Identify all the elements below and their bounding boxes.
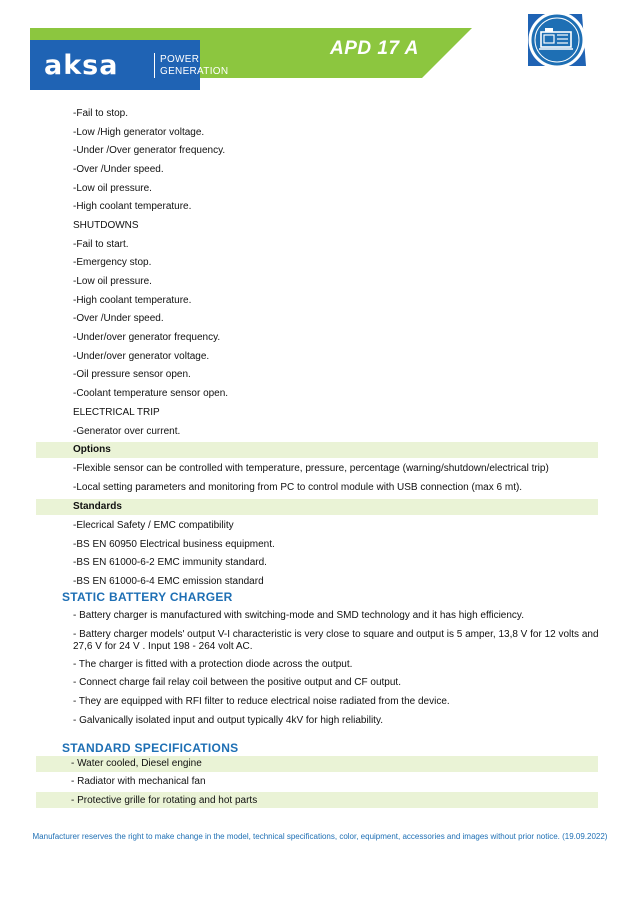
list-item: -BS EN 61000-6-4 EMC emission standard [73,576,264,587]
list-item: -Low oil pressure. [73,183,152,194]
list-item: - Battery charger is manufactured with switching-mode and SMD technology and it has high efficiency. [73,610,524,621]
list-item: -Local setting parameters and monitoring from PC to control module with USB connection (max 6 mt). [73,482,523,493]
brand-logo [30,40,229,90]
list-item: -BS EN 60950 Electrical business equipment. [73,539,275,550]
logo-divider [154,53,155,78]
list-item: -High coolant temperature. [73,295,192,306]
spec-item: - Water cooled, Diesel engine [71,758,202,769]
spec-item: - Radiator with mechanical fan [71,776,206,787]
list-item: - They are equipped with RFI filter to reduce electrical noise radiated from the device. [73,696,450,707]
list-item: -Under/over generator frequency. [73,332,221,343]
options-title: Options [73,444,111,455]
list-item: - The charger is fitted with a protection diode across the output. [73,659,353,670]
list-item: -Low oil pressure. [73,276,152,287]
list-item: -Fail to stop. [73,108,129,119]
list-item: -Flexible sensor can be controlled with temperature, pressure, percentage (warning/shutdown/electrical trip) [73,463,549,474]
list-item: -Under /Over generator frequency. [73,145,226,156]
list-item: - Connect charge fail relay coil between the positive output and CF output. [73,677,401,688]
model-title: APD 17 A [330,38,419,59]
electrical-trip-heading: ELECTRICAL TRIP [73,407,160,418]
list-item: -BS EN 61000-6-2 EMC immunity standard. [73,557,267,568]
list-item: -Fail to start. [73,239,129,250]
brand-name: aksa [44,50,119,81]
list-item: -Under/over generator voltage. [73,351,210,362]
generator-icon [524,10,590,72]
list-item: - Battery charger models' output V-I characteristic is very close to square and output is 5 amper, 13,8 V for 12 volts and 27,6 V for 24 V . Input 198 - 264 volt AC. [73,629,599,652]
list-item: -Low /High generator voltage. [73,127,205,138]
list-item: -High coolant temperature. [73,201,192,212]
list-item: -Coolant temperature sensor open. [73,388,229,399]
standard-specs-title: STANDARD SPECIFICATIONS [62,741,239,755]
spec-item: - Protective grille for rotating and hot parts [71,795,258,806]
footer-disclaimer: Manufacturer reserves the right to make change in the model, technical specifications, color, equipment, accessories and images without prior notice. (19.09.2022) [32,832,608,841]
list-item: -Elecrical Safety / EMC compatibility [73,520,234,531]
battery-charger-title: STATIC BATTERY CHARGER [62,590,233,604]
list-item: -Generator over current. [73,426,181,437]
list-item: -Emergency stop. [73,257,152,268]
list-item: -Over /Under speed. [73,164,164,175]
list-item: - Galvanically isolated input and output typically 4kV for high reliability. [73,715,383,726]
brand-sub-line2: GENERATION [160,66,229,77]
brand-sub-line1: POWER [160,54,200,65]
list-item: -Oil pressure sensor open. [73,369,191,380]
list-item: -Over /Under speed. [73,313,164,324]
shutdowns-heading: SHUTDOWNS [73,220,139,231]
standards-title: Standards [73,501,122,512]
options-band [36,442,598,458]
